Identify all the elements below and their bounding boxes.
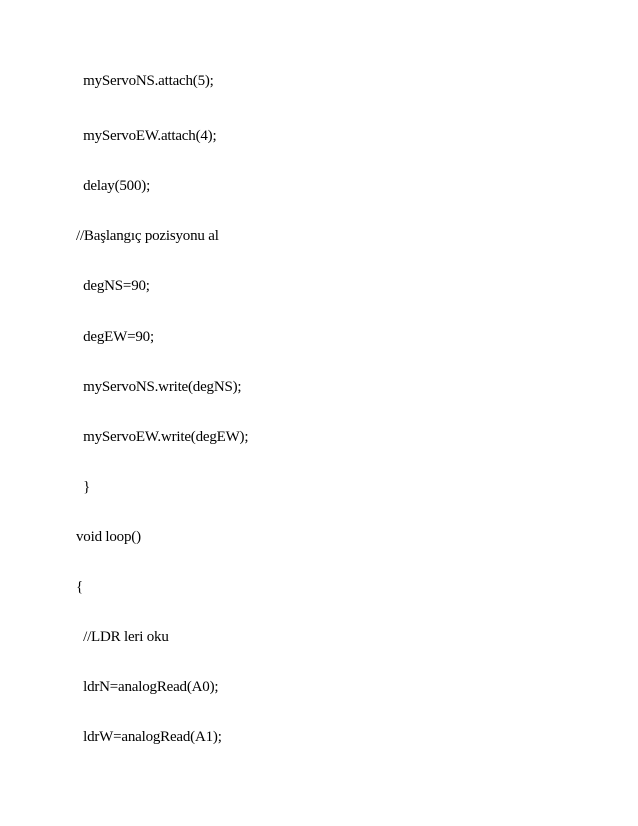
code-line: }	[76, 479, 91, 495]
code-line: {	[76, 579, 83, 595]
code-line: degEW=90;	[76, 329, 154, 345]
code-line: myServoNS.attach(5);	[76, 73, 214, 89]
code-line: ldrW=analogRead(A1);	[76, 729, 222, 745]
code-line: degNS=90;	[76, 278, 150, 294]
code-line: ldrN=analogRead(A0);	[76, 679, 219, 695]
code-line: myServoNS.write(degNS);	[76, 379, 242, 395]
code-line: myServoEW.attach(4);	[76, 128, 217, 144]
code-line: myServoEW.write(degEW);	[76, 429, 249, 445]
code-line: delay(500);	[76, 178, 151, 194]
code-line: //Başlangıç pozisyonu al	[76, 228, 219, 244]
code-line: void loop()	[76, 529, 141, 545]
code-line: //LDR leri oku	[76, 629, 169, 645]
